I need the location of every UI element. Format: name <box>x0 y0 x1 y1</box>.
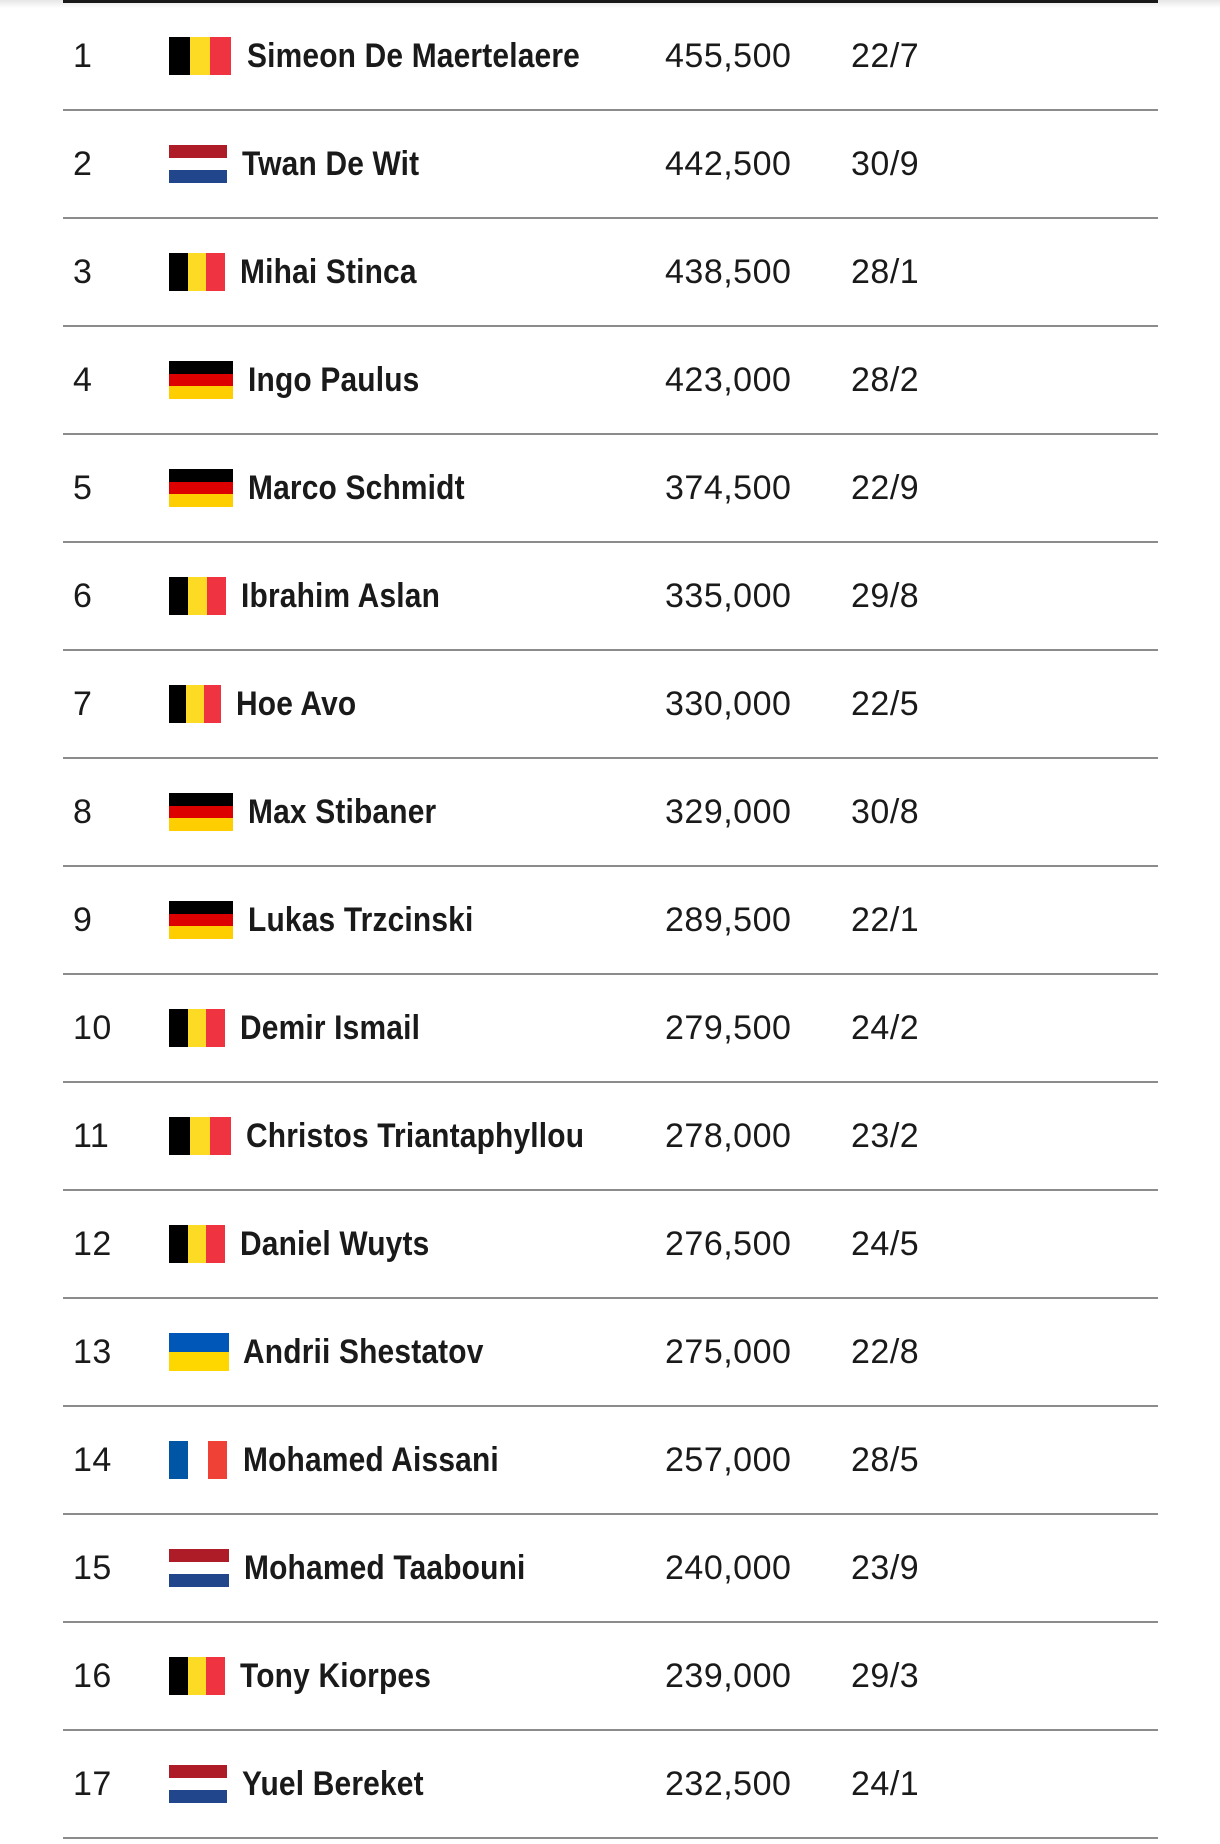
netherlands-flag-icon <box>169 1765 227 1803</box>
rank-cell: 16 <box>73 1657 112 1695</box>
belgium-flag-icon <box>169 1657 225 1695</box>
date-cell: 24/2 <box>851 1009 920 1047</box>
ukraine-flag-icon <box>169 1333 229 1371</box>
points-cell: 442,500 <box>665 145 792 183</box>
points-cell: 374,500 <box>665 469 792 507</box>
date-cell: 22/9 <box>851 469 920 507</box>
date-cell: 22/1 <box>851 901 920 939</box>
table-row <box>63 327 1158 435</box>
player-name: Mihai Stinca <box>240 253 417 291</box>
date-cell: 30/8 <box>851 793 920 831</box>
player-name: Marco Schmidt <box>248 469 465 507</box>
netherlands-flag-icon <box>169 145 227 183</box>
table-row <box>63 111 1158 219</box>
points-cell: 278,000 <box>665 1117 792 1155</box>
player-name: Max Stibaner <box>248 793 437 831</box>
belgium-flag-icon <box>169 1117 231 1155</box>
player-name: Daniel Wuyts <box>240 1225 430 1263</box>
rank-cell: 1 <box>73 37 93 75</box>
player-name: Ingo Paulus <box>248 361 420 399</box>
rank-cell: 11 <box>73 1117 110 1155</box>
rank-cell: 9 <box>73 901 93 939</box>
date-cell: 28/1 <box>851 253 920 291</box>
points-cell: 232,500 <box>665 1765 792 1803</box>
date-cell: 23/2 <box>851 1117 920 1155</box>
germany-flag-icon <box>169 469 233 507</box>
netherlands-flag-icon <box>169 1549 229 1587</box>
rank-cell: 14 <box>73 1441 112 1479</box>
rank-cell: 4 <box>73 361 93 399</box>
table-row <box>63 651 1158 759</box>
date-cell: 22/5 <box>851 685 920 723</box>
rank-cell: 10 <box>73 1009 112 1047</box>
germany-flag-icon <box>169 361 233 399</box>
rank-cell: 2 <box>73 145 93 183</box>
belgium-flag-icon <box>169 685 221 723</box>
player-name: Hoe Avo <box>236 685 357 723</box>
points-cell: 455,500 <box>665 37 792 75</box>
points-cell: 239,000 <box>665 1657 792 1695</box>
table-row <box>63 435 1158 543</box>
points-cell: 279,500 <box>665 1009 792 1047</box>
rank-cell: 6 <box>73 577 93 615</box>
points-cell: 329,000 <box>665 793 792 831</box>
player-name: Demir Ismail <box>240 1009 421 1047</box>
table-row <box>63 867 1158 975</box>
table-row <box>63 219 1158 327</box>
ranking-table <box>63 0 1158 1839</box>
player-name: Christos Triantaphyllou <box>246 1117 585 1155</box>
table-row <box>63 975 1158 1083</box>
date-cell: 28/2 <box>851 361 920 399</box>
table-row <box>63 1515 1158 1623</box>
germany-flag-icon <box>169 901 233 939</box>
date-cell: 30/9 <box>851 145 920 183</box>
table-row <box>63 1731 1158 1839</box>
points-cell: 438,500 <box>665 253 792 291</box>
rank-cell: 13 <box>73 1333 112 1371</box>
date-cell: 22/8 <box>851 1333 920 1371</box>
player-name: Twan De Wit <box>242 145 420 183</box>
table-row <box>63 3 1158 111</box>
player-name: Mohamed Aissani <box>243 1441 499 1479</box>
points-cell: 240,000 <box>665 1549 792 1587</box>
rank-cell: 15 <box>73 1549 112 1587</box>
rank-cell: 3 <box>73 253 93 291</box>
date-cell: 24/5 <box>851 1225 920 1263</box>
date-cell: 22/7 <box>851 37 920 75</box>
rank-cell: 5 <box>73 469 93 507</box>
player-name: Yuel Bereket <box>242 1765 424 1803</box>
rank-cell: 17 <box>73 1765 112 1803</box>
rank-cell: 7 <box>73 685 93 723</box>
belgium-flag-icon <box>169 253 225 291</box>
points-cell: 330,000 <box>665 685 792 723</box>
belgium-flag-icon <box>169 37 231 75</box>
player-name: Andrii Shestatov <box>243 1333 484 1371</box>
date-cell: 23/9 <box>851 1549 920 1587</box>
table-row <box>63 1299 1158 1407</box>
points-cell: 423,000 <box>665 361 792 399</box>
table-row <box>63 1407 1158 1515</box>
date-cell: 29/8 <box>851 577 920 615</box>
player-name: Lukas Trzcinski <box>248 901 474 939</box>
table-row <box>63 1623 1158 1731</box>
points-cell: 275,000 <box>665 1333 792 1371</box>
belgium-flag-icon <box>169 1009 225 1047</box>
belgium-flag-icon <box>169 1225 225 1263</box>
player-name: Tony Kiorpes <box>240 1657 432 1695</box>
date-cell: 24/1 <box>851 1765 920 1803</box>
points-cell: 276,500 <box>665 1225 792 1263</box>
table-row <box>63 1191 1158 1299</box>
points-cell: 257,000 <box>665 1441 792 1479</box>
points-cell: 335,000 <box>665 577 792 615</box>
date-cell: 29/3 <box>851 1657 920 1695</box>
rank-cell: 12 <box>73 1225 112 1263</box>
germany-flag-icon <box>169 793 233 831</box>
rank-cell: 8 <box>73 793 93 831</box>
player-name: Ibrahim Aslan <box>241 577 441 615</box>
player-name: Mohamed Taabouni <box>244 1549 526 1587</box>
belgium-flag-icon <box>169 577 226 615</box>
player-name: Simeon De Maertelaere <box>247 37 580 75</box>
france-flag-icon <box>169 1441 227 1479</box>
points-cell: 289,500 <box>665 901 792 939</box>
table-row <box>63 543 1158 651</box>
table-row <box>63 759 1158 867</box>
table-row <box>63 1083 1158 1191</box>
date-cell: 28/5 <box>851 1441 920 1479</box>
